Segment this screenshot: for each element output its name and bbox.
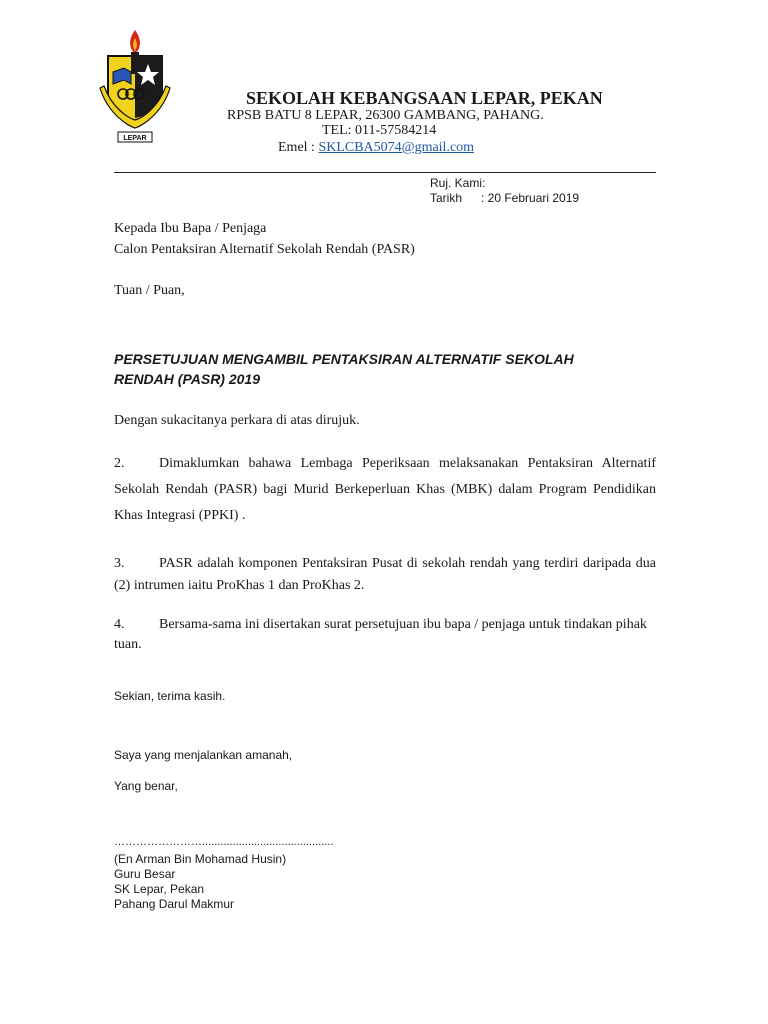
closing-line: Sekian, terima kasih. xyxy=(114,689,226,703)
date-label: Tarikh xyxy=(430,191,463,205)
email-line xyxy=(278,140,474,156)
recipient-line-2: Calon Pentaksiran Alternatif Sekolah Rendah (PASR) xyxy=(114,242,415,257)
yours-line: Yang benar, xyxy=(114,779,178,793)
signatory-state: Pahang Darul Makmur xyxy=(114,897,235,911)
paragraph-number: 2. xyxy=(114,456,125,471)
email-label: Emel : xyxy=(278,140,319,155)
signatory-name: (En Arman Bin Mohamad Husin) xyxy=(114,852,287,866)
trust-line: Saya yang menjalankan amanah, xyxy=(114,748,293,762)
date-value: : 20 Februari 2019 xyxy=(481,191,580,205)
signatory-school: SK Lepar, Pekan xyxy=(114,882,205,896)
paragraph-2 xyxy=(114,451,656,529)
paragraph-4 xyxy=(114,615,656,655)
salutation: Tuan / Puan, xyxy=(114,283,185,298)
paragraph-text: PASR adalah komponen Pentaksiran Pusat di sekolah rendah yang terdiri daripada dua (2) intrumen iaitu ProKhas 1 dan ProKhas 2. xyxy=(114,556,656,593)
signatory-title: Guru Besar xyxy=(114,867,176,881)
recipient-line-1: Kepada Ibu Bapa / Penjaga xyxy=(114,221,267,236)
school-crest-logo xyxy=(98,28,172,144)
paragraph-text: Dimaklumkan bahawa Lembaga Peperiksaan melaksanakan Pentaksiran Alternatif Sekolah Rendah (PASR) bagi Murid Berkeperluan Khas (MBK) dalam Program Pendidikan Khas Integrasi (PPKI) . xyxy=(114,456,656,523)
reference-label: Ruj. Kami: xyxy=(430,176,486,190)
paragraph-text: Bersama-sama ini disertakan surat persetujuan ibu bapa / penjaga untuk tindakan pihak tuan. xyxy=(114,617,647,652)
header-divider xyxy=(114,172,656,173)
email-link[interactable]: SKLCBA5074@gmail.com xyxy=(318,140,475,155)
reference-block xyxy=(430,176,579,206)
signatory-block xyxy=(114,852,286,912)
school-telephone: TEL: 011-57584214 xyxy=(322,123,437,138)
signature-line: ……………………........................................... xyxy=(114,836,334,848)
intro-sentence: Dengan sukacitanya perkara di atas dirujuk. xyxy=(114,413,360,428)
paragraph-number: 3. xyxy=(114,556,125,571)
school-name: SEKOLAH KEBANGSAAN LEPAR, PEKAN xyxy=(246,88,603,108)
date-row xyxy=(430,191,579,206)
paragraph-3 xyxy=(114,553,656,597)
school-address: RPSB BATU 8 LEPAR, 26300 GAMBANG, PAHANG. xyxy=(227,108,544,123)
paragraph-number: 4. xyxy=(114,617,125,632)
letter-subject: PERSETUJUAN MENGAMBIL PENTAKSIRAN ALTERNATIF SEKOLAH RENDAH (PASR) 2019 xyxy=(114,351,574,387)
crest-ribbon-text: LEPAR xyxy=(123,135,147,142)
